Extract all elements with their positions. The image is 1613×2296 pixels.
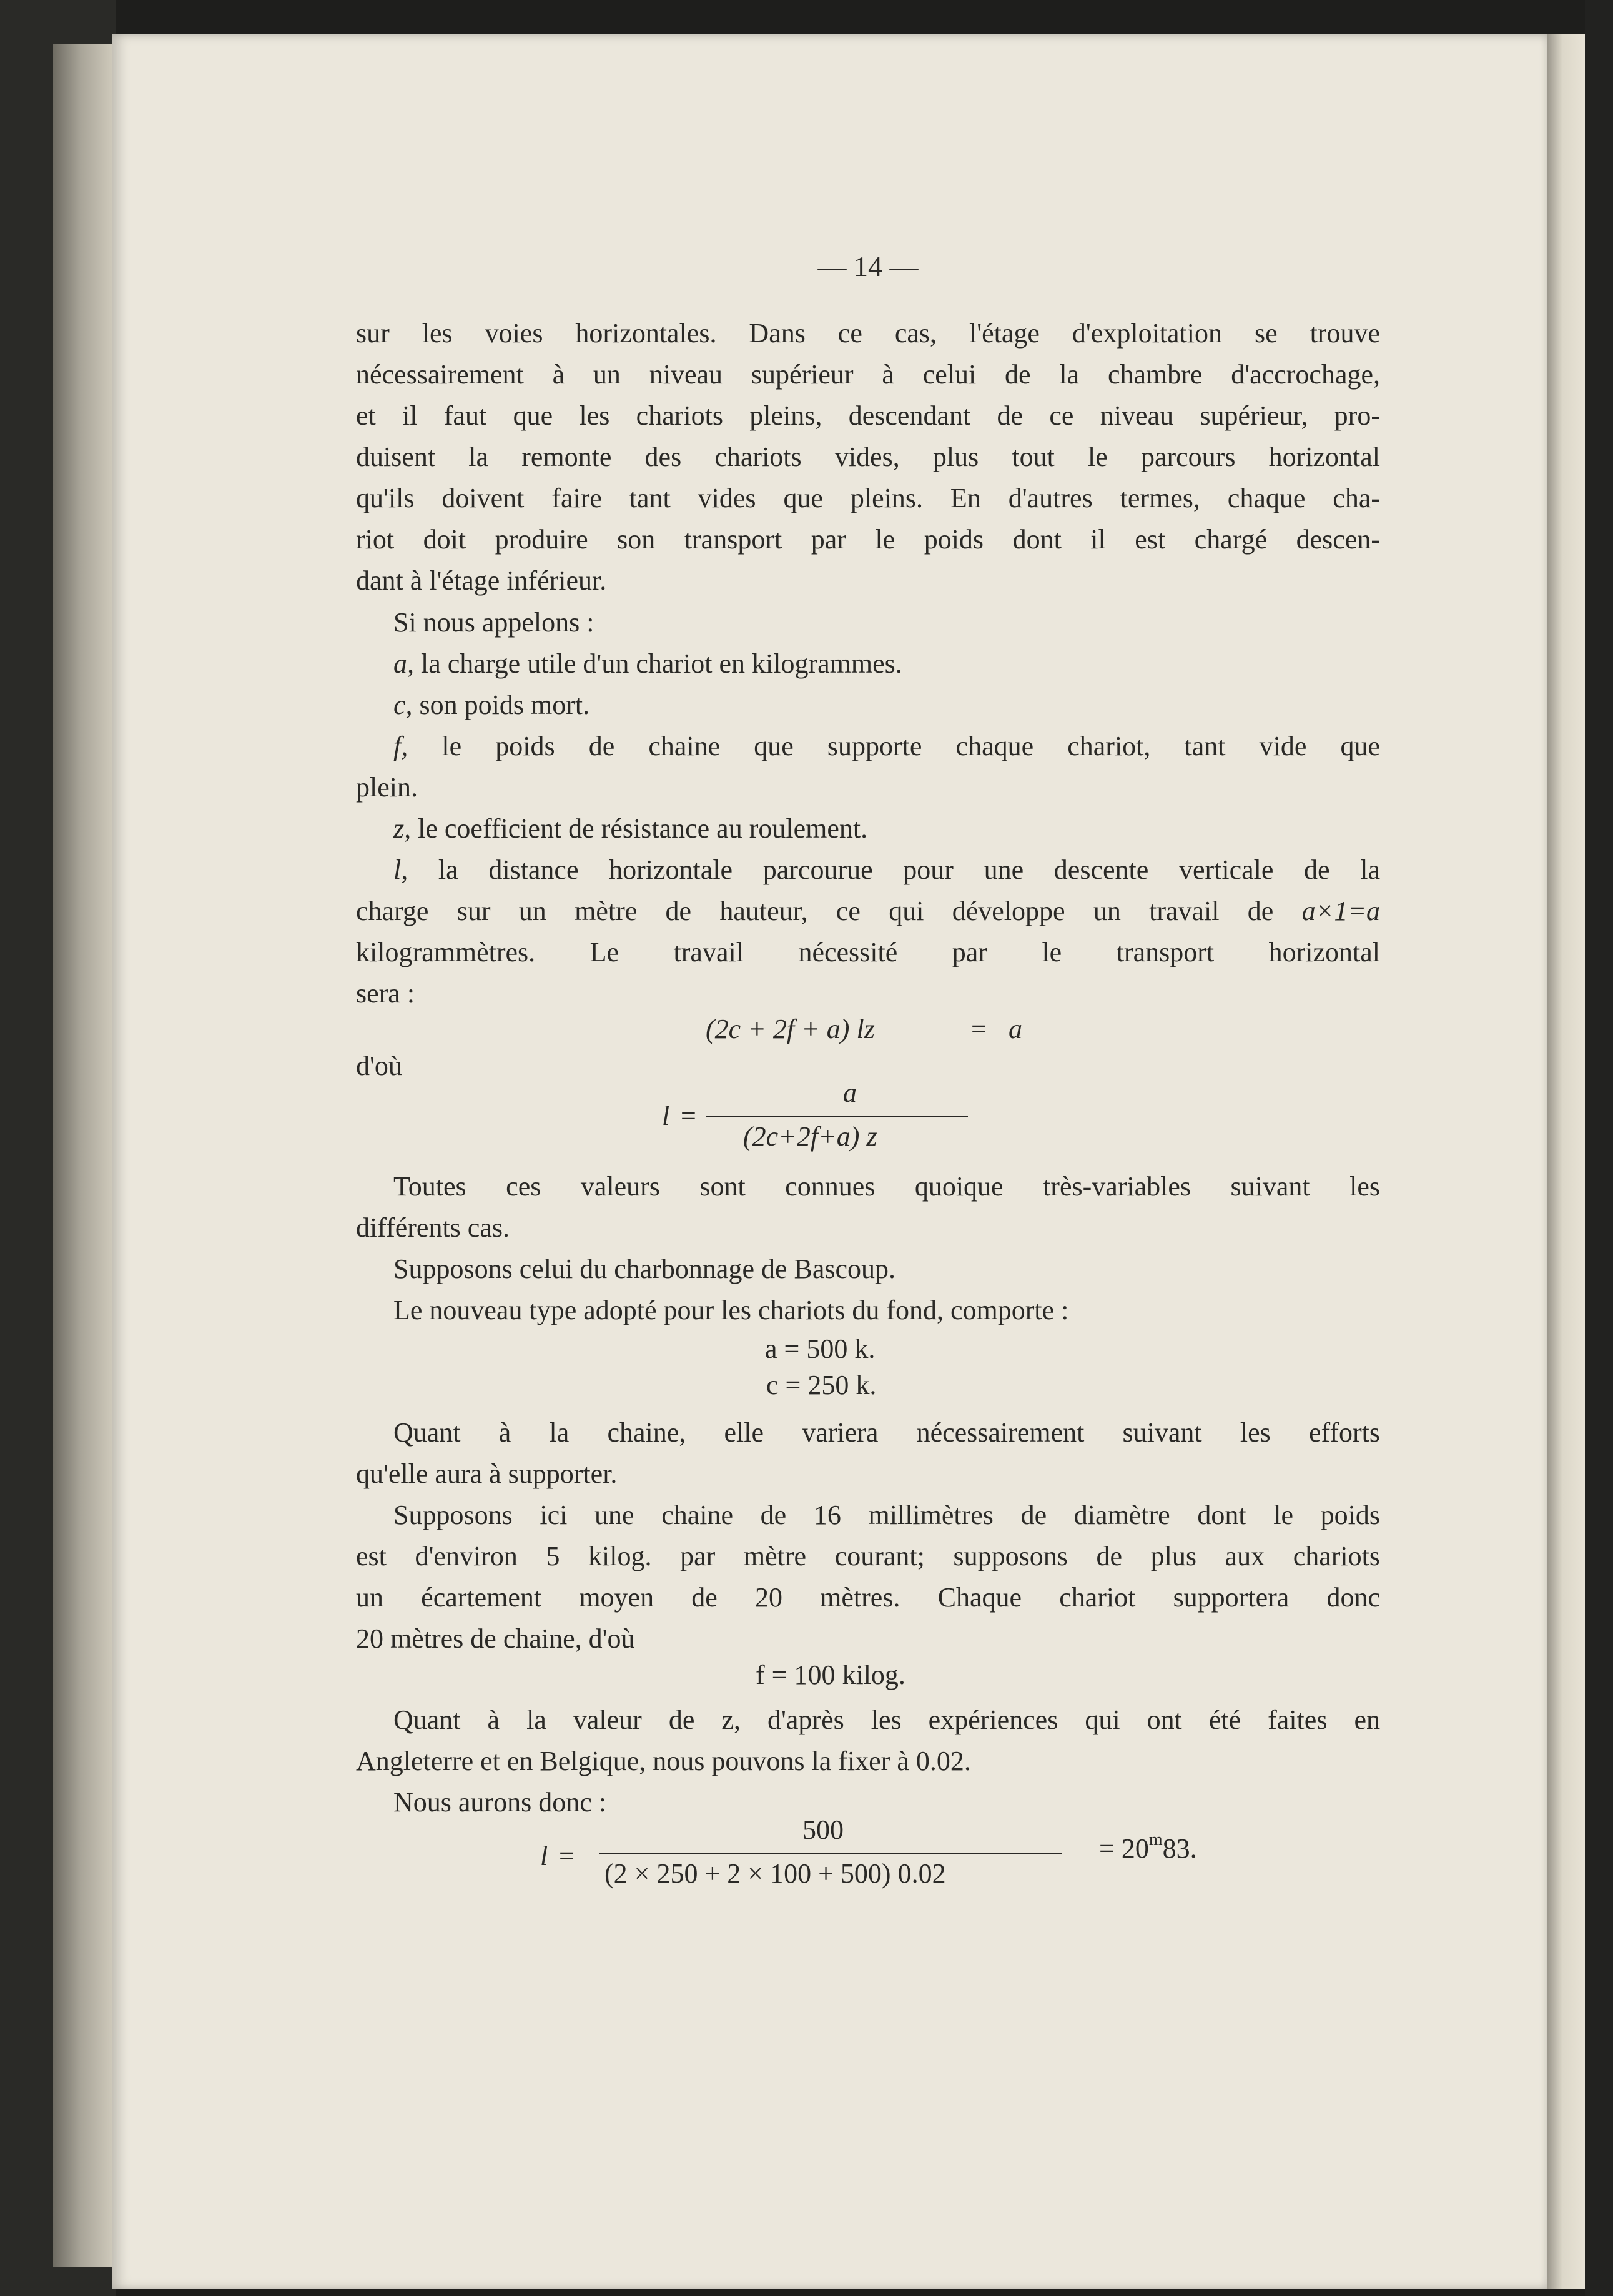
symbol: l, <box>393 854 408 885</box>
value-c: c = 250 k. <box>766 1370 877 1400</box>
symbol: z, <box>393 813 412 844</box>
text-line: Nous aurons donc : <box>393 1787 606 1818</box>
page-number: — 14 — <box>817 250 919 282</box>
fraction-bar <box>599 1853 1062 1854</box>
text-line: Toutes ces valeurs sont connues quoique très-variables suivant les <box>393 1171 1380 1202</box>
equation-1-lhs: (2c + 2f + a) lz <box>706 1014 875 1044</box>
definition-l <box>393 856 1380 884</box>
inline-formula: a×1=a <box>1301 896 1381 926</box>
result-unit: m <box>1148 1830 1163 1849</box>
text-line: différents cas. <box>356 1212 510 1243</box>
equation-2-numerator: a <box>843 1077 857 1108</box>
text-line: Quant à la chaine, elle variera nécessairement suivant les efforts <box>393 1417 1380 1448</box>
value-f: f = 100 kilog. <box>756 1660 905 1690</box>
symbol: f, <box>393 731 408 761</box>
text-line: qu'elle aura à supporter. <box>356 1458 618 1489</box>
text-line: d'où <box>356 1051 402 1081</box>
text-line: kilogrammètres. Le travail nécessité par le transport horizontal <box>356 937 1380 967</box>
text-line: sur les voies horizontales. Dans ce cas, l'étage d'exploitation se trouve <box>356 318 1380 349</box>
definition-z <box>393 815 867 843</box>
equation-3-lhs: l <box>540 1841 548 1871</box>
text-line: est d'environ 5 kilog. par mètre courant; supposons de plus aux chariots <box>356 1541 1380 1571</box>
value-a: a = 500 k. <box>765 1334 876 1364</box>
definition-text: le poids de chaine que supporte chaque chariot, tant vide que <box>441 731 1381 761</box>
definition-text: son poids mort. <box>419 690 590 720</box>
left-page-stack <box>53 44 122 2267</box>
equation-1-equals: = <box>971 1014 987 1044</box>
text-line: Angleterre et en Belgique, nous pouvons la fixer à 0.02. <box>356 1746 971 1776</box>
text-line: plein. <box>356 772 418 803</box>
equation-3-denominator: (2 × 250 + 2 × 100 + 500) 0.02 <box>604 1858 946 1889</box>
definition-text: le coefficient de résistance au roulement. <box>418 813 868 844</box>
definition-text: charge sur un mètre de hauteur, ce qui développe un travail de <box>356 896 1274 926</box>
symbol: a, <box>393 648 414 679</box>
right-background <box>1585 0 1613 2296</box>
equation-2-denominator: (2c+2f+a) z <box>743 1121 877 1152</box>
equation-2-lhs: l <box>662 1101 670 1131</box>
text-line: Le nouveau type adopté pour les chariots du fond, comporte : <box>393 1295 1069 1325</box>
text-line: Quant à la valeur de z, d'après les expériences qui ont été faites en <box>393 1705 1380 1735</box>
text-line <box>356 898 1380 925</box>
equation-3-result <box>1099 1830 1197 1864</box>
text-line: un écartement moyen de 20 mètres. Chaque chariot supportera donc <box>356 1582 1380 1613</box>
equation-1-rhs: a <box>1009 1014 1022 1044</box>
text-line: 20 mètres de chaine, d'où <box>356 1623 635 1654</box>
equation-3-equals: = <box>559 1841 575 1871</box>
definition-c <box>393 691 589 719</box>
text-line: Supposons ici une chaine de 16 millimètres de diamètre dont le poids <box>393 1500 1380 1530</box>
text-line: riot doit produire son transport par le poids dont il est chargé descen- <box>356 524 1380 555</box>
symbol: c, <box>393 690 413 720</box>
result-main: = 20 <box>1099 1833 1149 1864</box>
right-page-edge <box>1547 34 1585 2289</box>
text-line: et il faut que les chariots pleins, descendant de ce niveau supérieur, pro- <box>356 400 1380 431</box>
result-decimal: 83. <box>1162 1833 1197 1864</box>
text-line: duisent la remonte des chariots vides, plus tout le parcours horizontal <box>356 442 1380 472</box>
text-line: nécessairement à un niveau supérieur à celui de la chambre d'accrochage, <box>356 359 1380 390</box>
fraction-bar <box>706 1116 968 1117</box>
intro-line: Si nous appelons : <box>393 607 594 638</box>
definition-text: la charge utile d'un chariot en kilogrammes. <box>421 648 902 679</box>
equation-3-numerator: 500 <box>802 1814 844 1845</box>
definition-f <box>393 733 1380 760</box>
text-line: dant à l'étage inférieur. <box>356 565 607 596</box>
equation-2-equals: = <box>681 1101 696 1131</box>
text-line: Supposons celui du charbonnage de Bascoup. <box>393 1254 896 1284</box>
text-line: qu'ils doivent faire tant vides que pleins. En d'autres termes, chaque cha- <box>356 483 1380 513</box>
definition-a <box>393 650 902 678</box>
definition-text: la distance horizontale parcourue pour une descente verticale de la <box>438 854 1381 885</box>
text-line: sera : <box>356 978 415 1009</box>
